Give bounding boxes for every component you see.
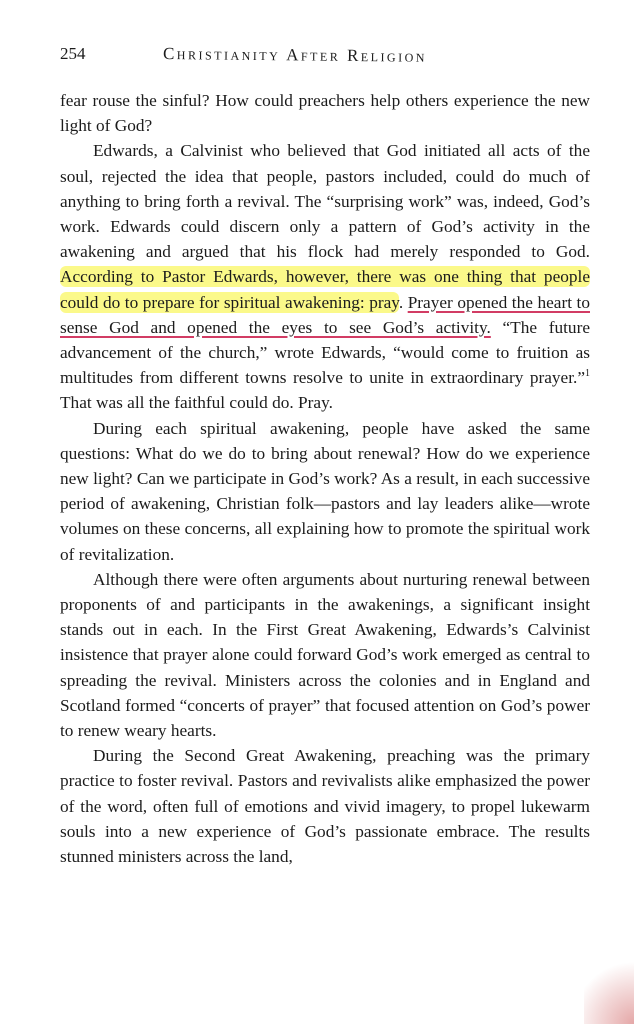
- paragraph-2-period: .: [398, 292, 408, 312]
- paragraph-1: [60, 88, 590, 138]
- page-header: [60, 44, 600, 72]
- paragraph-3-text: During each spiritual awakening, people have asked the same questions: What do we do to bring about renewal? How do we experience new light? Can we participate in God’s work? As a result, in each successive period of awakening, Christian folk—pastors and lay leaders alike—wrote volumes on these concerns, all explaining how to promote the spiritual work of revitalization.: [60, 418, 590, 564]
- underlined-passage: Prayer opened the heart to sense God and opened the eyes to see God’s activity.: [60, 292, 590, 337]
- body-text: [60, 88, 590, 869]
- paragraph-2: [60, 138, 590, 415]
- paragraph-1-text: fear rouse the sinful? How could preachers help others experience the new light of God?: [60, 91, 590, 136]
- paragraph-5: [60, 743, 590, 869]
- running-head: Christianity After Religion: [162, 44, 428, 66]
- paragraph-2-text-a: Edwards, a Calvinist who believed that God initiated all acts of the soul, rejected the idea that people, pastors included, could do much of anything to bring forth a revival. The “surprising work” was, indeed, God’s work. Edwards could discern only a pattern of God’s activity in the awakening and argued that his flock had merely responded to God.: [60, 141, 590, 262]
- paragraph-2-text-c: That was all the faithful could do. Pray.: [60, 393, 333, 413]
- footnote-marker: 1: [585, 368, 590, 380]
- highlighted-passage: According to Pastor Edwards, however, there was one thing that people could do to prepare for spiritual awakening: pray: [60, 267, 590, 312]
- paragraph-5-text: During the Second Great Awakening, preaching was the primary practice to foster revival. Pastors and revivalists alike emphasized the power of the word, often full of emotions and vivid imagery, to propel lukewarm souls into a new experience of God’s passionate embrace. The results stunned ministers across the land,: [60, 746, 590, 867]
- corner-stain: [584, 954, 634, 1024]
- paragraph-4-text: Although there were often arguments about nurturing renewal between proponents of and participants in the awakenings, a significant insight stands out in each. In the First Great Awakening, Edwards’s Calvinist insistence that prayer alone could forward God’s work emerged as central to spreading the revival. Ministers across the colonies and in England and Scotland formed “concerts of prayer” that focused attention on God’s power to renew weary hearts.: [60, 569, 590, 741]
- paragraph-3: [60, 416, 590, 567]
- paragraph-4: [60, 567, 590, 743]
- paragraph-2-text-b: “The future advancement of the church,” wrote Edwards, “would come to fruition as multitudes from different towns resolve to unite in extraordinary prayer.”: [60, 317, 590, 388]
- page-number: 254: [60, 44, 86, 63]
